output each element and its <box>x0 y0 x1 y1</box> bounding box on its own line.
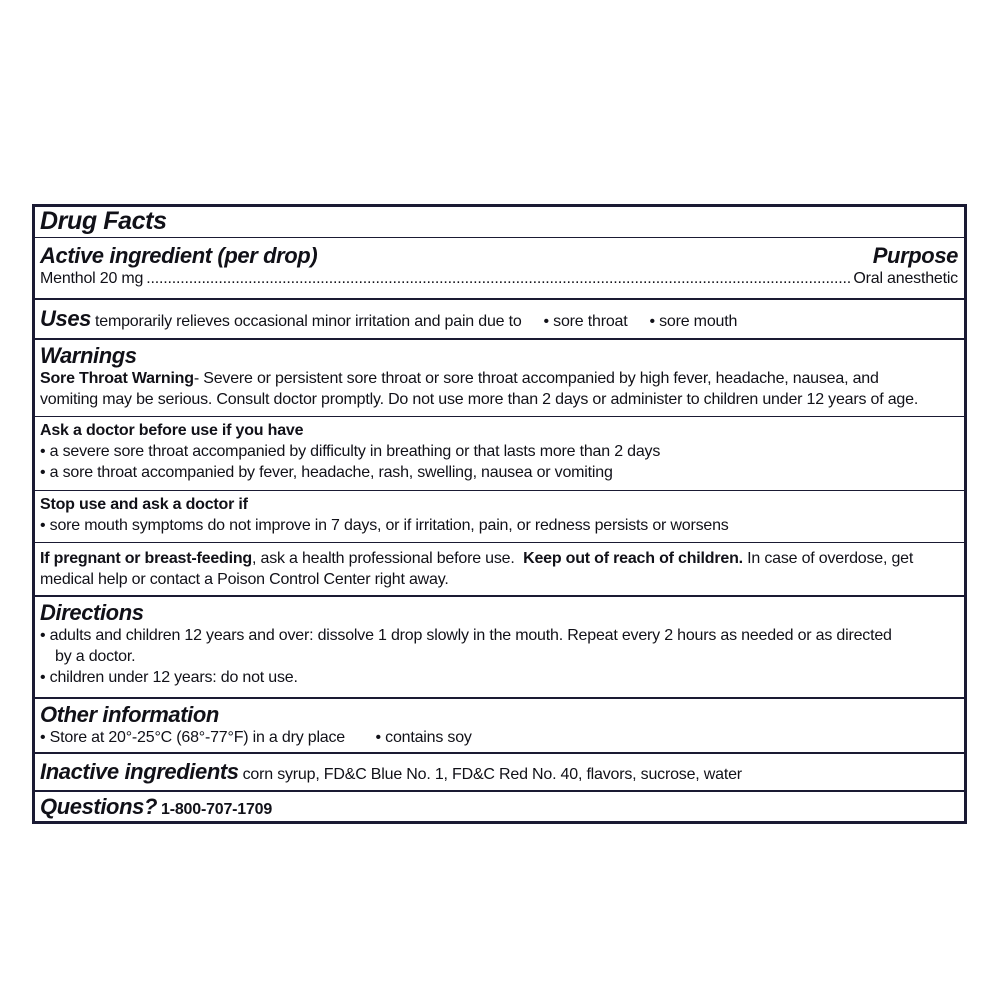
inactive-ingredients-text: corn syrup, FD&C Blue No. 1, FD&C Red No. 40, flavors, sucrose, water <box>242 766 742 783</box>
questions-section <box>35 795 964 820</box>
list-item: • a sore throat accompanied by fever, headache, rash, swelling, nausea or vomiting <box>40 464 613 481</box>
divider <box>35 490 964 491</box>
list-item: • sore mouth symptoms do not improve in 7 days, or if irritation, pain, or redness persists or worsens <box>40 517 729 534</box>
drug-facts-title: Drug Facts <box>40 207 167 235</box>
ingredient-purpose: Oral anesthetic <box>853 270 958 287</box>
uses-bullet: • sore mouth <box>649 313 738 330</box>
stop-use-heading: Stop use and ask a doctor if <box>40 496 248 513</box>
list-item: • adults and children 12 years and over: dissolve 1 drop slowly in the mouth. Repeat every 2 hours as needed or as directed <box>40 627 892 644</box>
pregnant-label: If pregnant or breast-feeding <box>40 550 252 567</box>
list-item: • contains soy <box>375 729 472 746</box>
dot-leader <box>146 268 850 289</box>
inactive-ingredients-section <box>35 760 964 785</box>
divider <box>35 237 964 238</box>
active-ingredient-section <box>35 244 964 289</box>
other-information-section <box>35 703 964 748</box>
questions-phone: 1-800-707-1709 <box>161 801 273 818</box>
drug-facts-panel <box>32 204 967 824</box>
divider <box>35 595 964 597</box>
warnings-section <box>35 344 964 410</box>
uses-text: temporarily relieves occasional minor irritation and pain due to <box>95 313 522 330</box>
ingredient-name: Menthol 20 mg <box>40 270 144 287</box>
divider <box>35 697 964 699</box>
uses-bullet: • sore throat <box>543 313 628 330</box>
drug-facts-title-section <box>35 207 964 235</box>
divider <box>35 338 964 340</box>
pregnancy-section <box>35 548 964 590</box>
purpose-heading: Purpose <box>872 243 958 268</box>
warnings-heading: Warnings <box>40 343 137 368</box>
divider <box>35 790 964 792</box>
inactive-ingredients-heading: Inactive ingredients <box>40 759 239 784</box>
list-item: by a doctor. <box>55 648 136 665</box>
questions-heading: Questions? <box>40 794 158 819</box>
divider <box>35 542 964 543</box>
uses-heading: Uses <box>40 306 91 331</box>
divider <box>35 752 964 754</box>
list-item: • a severe sore throat accompanied by difficulty in breathing or that lasts more than 2 days <box>40 443 661 460</box>
overdose-text: medical help or contact a Poison Control Center right away. <box>40 571 449 588</box>
stop-use-section <box>35 494 964 536</box>
directions-heading: Directions <box>40 600 144 625</box>
divider <box>35 298 964 300</box>
sore-throat-warning-text: - Severe or persistent sore throat or sore throat accompanied by high fever, headache, nausea, and <box>193 370 879 387</box>
other-information-heading: Other information <box>40 702 219 727</box>
keep-out-of-reach: Keep out of reach of children. <box>523 550 743 567</box>
divider <box>35 416 964 417</box>
sore-throat-warning-text: vomiting may be serious. Consult doctor promptly. Do not use more than 2 days or administer to children under 12 years of age. <box>40 391 919 408</box>
ask-doctor-heading: Ask a doctor before use if you have <box>40 422 304 439</box>
active-ingredient-heading: Active ingredient (per drop) <box>40 243 318 268</box>
pregnant-text: , ask a health professional before use. <box>252 550 515 567</box>
overdose-text: In case of overdose, get <box>747 550 914 567</box>
sore-throat-warning-label: Sore Throat Warning <box>40 370 194 387</box>
directions-section <box>35 601 964 688</box>
list-item: • children under 12 years: do not use. <box>40 669 298 686</box>
uses-section <box>35 307 964 332</box>
ask-doctor-section <box>35 420 964 483</box>
list-item: • Store at 20°-25°C (68°-77°F) in a dry place <box>40 729 346 746</box>
